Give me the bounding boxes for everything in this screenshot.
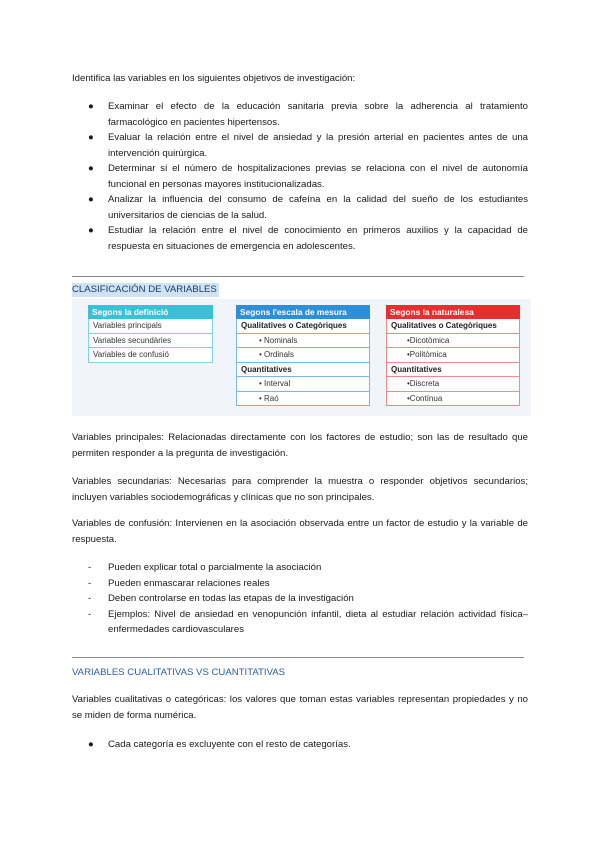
list-item: ● Cada categoría es excluyente con el resto de categorías.	[72, 737, 528, 753]
list-item: ● Estudiar la relación entre el nivel de conocimiento en primeros auxilios y la capacidad de respuesta en situaciones de emergencia en adolescentes.	[88, 225, 528, 252]
table-row: • Ordinals	[236, 348, 370, 363]
scale-column	[236, 305, 370, 406]
list-item: - Pueden enmascarar relaciones reales	[72, 576, 528, 592]
bullet-icon: ●	[88, 194, 94, 205]
intro-text: Identifica las variables en los siguientes objetivos de investigación:	[72, 73, 356, 84]
table-row: •Politòmica	[386, 348, 520, 363]
bullet-icon: ●	[88, 101, 94, 112]
dash-icon: -	[88, 593, 92, 604]
scale-header: Segons l'escala de mesura	[236, 305, 370, 319]
list-item: - Pueden explicar total o parcialmente la asociación	[72, 560, 528, 576]
nature-header: Segons la naturalesa	[386, 305, 520, 319]
section-heading-classification: CLASIFICACIÓN DE VARIABLES	[72, 284, 217, 295]
table-row: Quantitatives	[236, 363, 370, 378]
bullet-icon: ●	[88, 739, 94, 750]
classification-figure	[72, 299, 531, 416]
objectives-list	[72, 99, 528, 254]
table-row: • Interval	[236, 377, 370, 392]
table-row: • Nominals	[236, 334, 370, 349]
table-row: Variables secundàries	[88, 334, 213, 349]
table-row: Qualitatives o Categòriques	[236, 319, 370, 334]
table-row: •Discreta	[386, 377, 520, 392]
list-item: - Ejemplos: Nivel de ansiedad en venopunción infantil, dieta al estudiar relación actividad física–enfermedades cardiovasculares	[88, 608, 528, 635]
definition-header: Segons la definició	[88, 305, 213, 319]
table-row: •Contínua	[386, 392, 520, 407]
definition-column	[88, 305, 213, 363]
principal-variables-paragraph: Variables principales: Relacionadas directamente con los factores de estudio; son las de resultado que permiten responder a la pregunta de investigación.	[72, 432, 528, 459]
list-item: ● Analizar la influencia del consumo de cafeína en la calidad del sueño de los estudiantes universitarios de ciencias de la salud.	[88, 194, 528, 221]
confusion-points-list	[72, 560, 528, 638]
table-row: Variables de confusió	[88, 348, 213, 363]
secondary-variables-paragraph: Variables secundarias: Necesarias para comprender la muestra o responder objetivos secundarios; incluyen variables sociodemográficas y clínicas que no son principales.	[72, 476, 528, 503]
list-item: ● Examinar el efecto de la educación sanitaria previa sobre la adherencia al tratamiento farmacológico en pacientes hipertensos.	[88, 101, 528, 128]
qualitative-points-list	[72, 737, 528, 753]
list-item: ● Evaluar la relación entre el nivel de ansiedad y la presión arterial en pacientes antes de una intervención quirúrgica.	[88, 132, 528, 159]
bullet-icon: ●	[88, 132, 94, 143]
table-row: • Raó	[236, 392, 370, 407]
section-heading-qual-vs-quant: VARIABLES CUALITATIVAS VS CUANTITATIVAS	[72, 667, 286, 678]
list-item: - Deben controlarse en todas las etapas de la investigación	[72, 591, 528, 607]
confounding-variables-paragraph: Variables de confusión: Intervienen en la asociación observada entre un factor de estudio y la variable de respuesta.	[72, 518, 528, 545]
bullet-icon: ●	[88, 163, 94, 174]
bullet-icon: ●	[88, 225, 94, 236]
divider	[72, 276, 524, 277]
table-row: Qualitatives o Categòriques	[386, 319, 520, 334]
dash-icon: -	[88, 577, 92, 589]
qualitative-variables-paragraph: Variables cualitativas o categóricas: los valores que toman estas variables representan propiedades y no se miden de forma numérica.	[72, 694, 528, 721]
list-item: ● Determinar si el número de hospitalizaciones previas se relaciona con el nivel de autonomía funcional en personas mayores institucionalizadas.	[88, 163, 528, 190]
table-row: •Dicotòmica	[386, 334, 520, 349]
dash-icon: -	[88, 608, 92, 620]
dash-icon: -	[88, 562, 92, 573]
table-row: Variables principals	[88, 319, 213, 334]
divider	[72, 657, 524, 658]
nature-column	[386, 305, 520, 406]
table-row: Quantitatives	[386, 363, 520, 378]
